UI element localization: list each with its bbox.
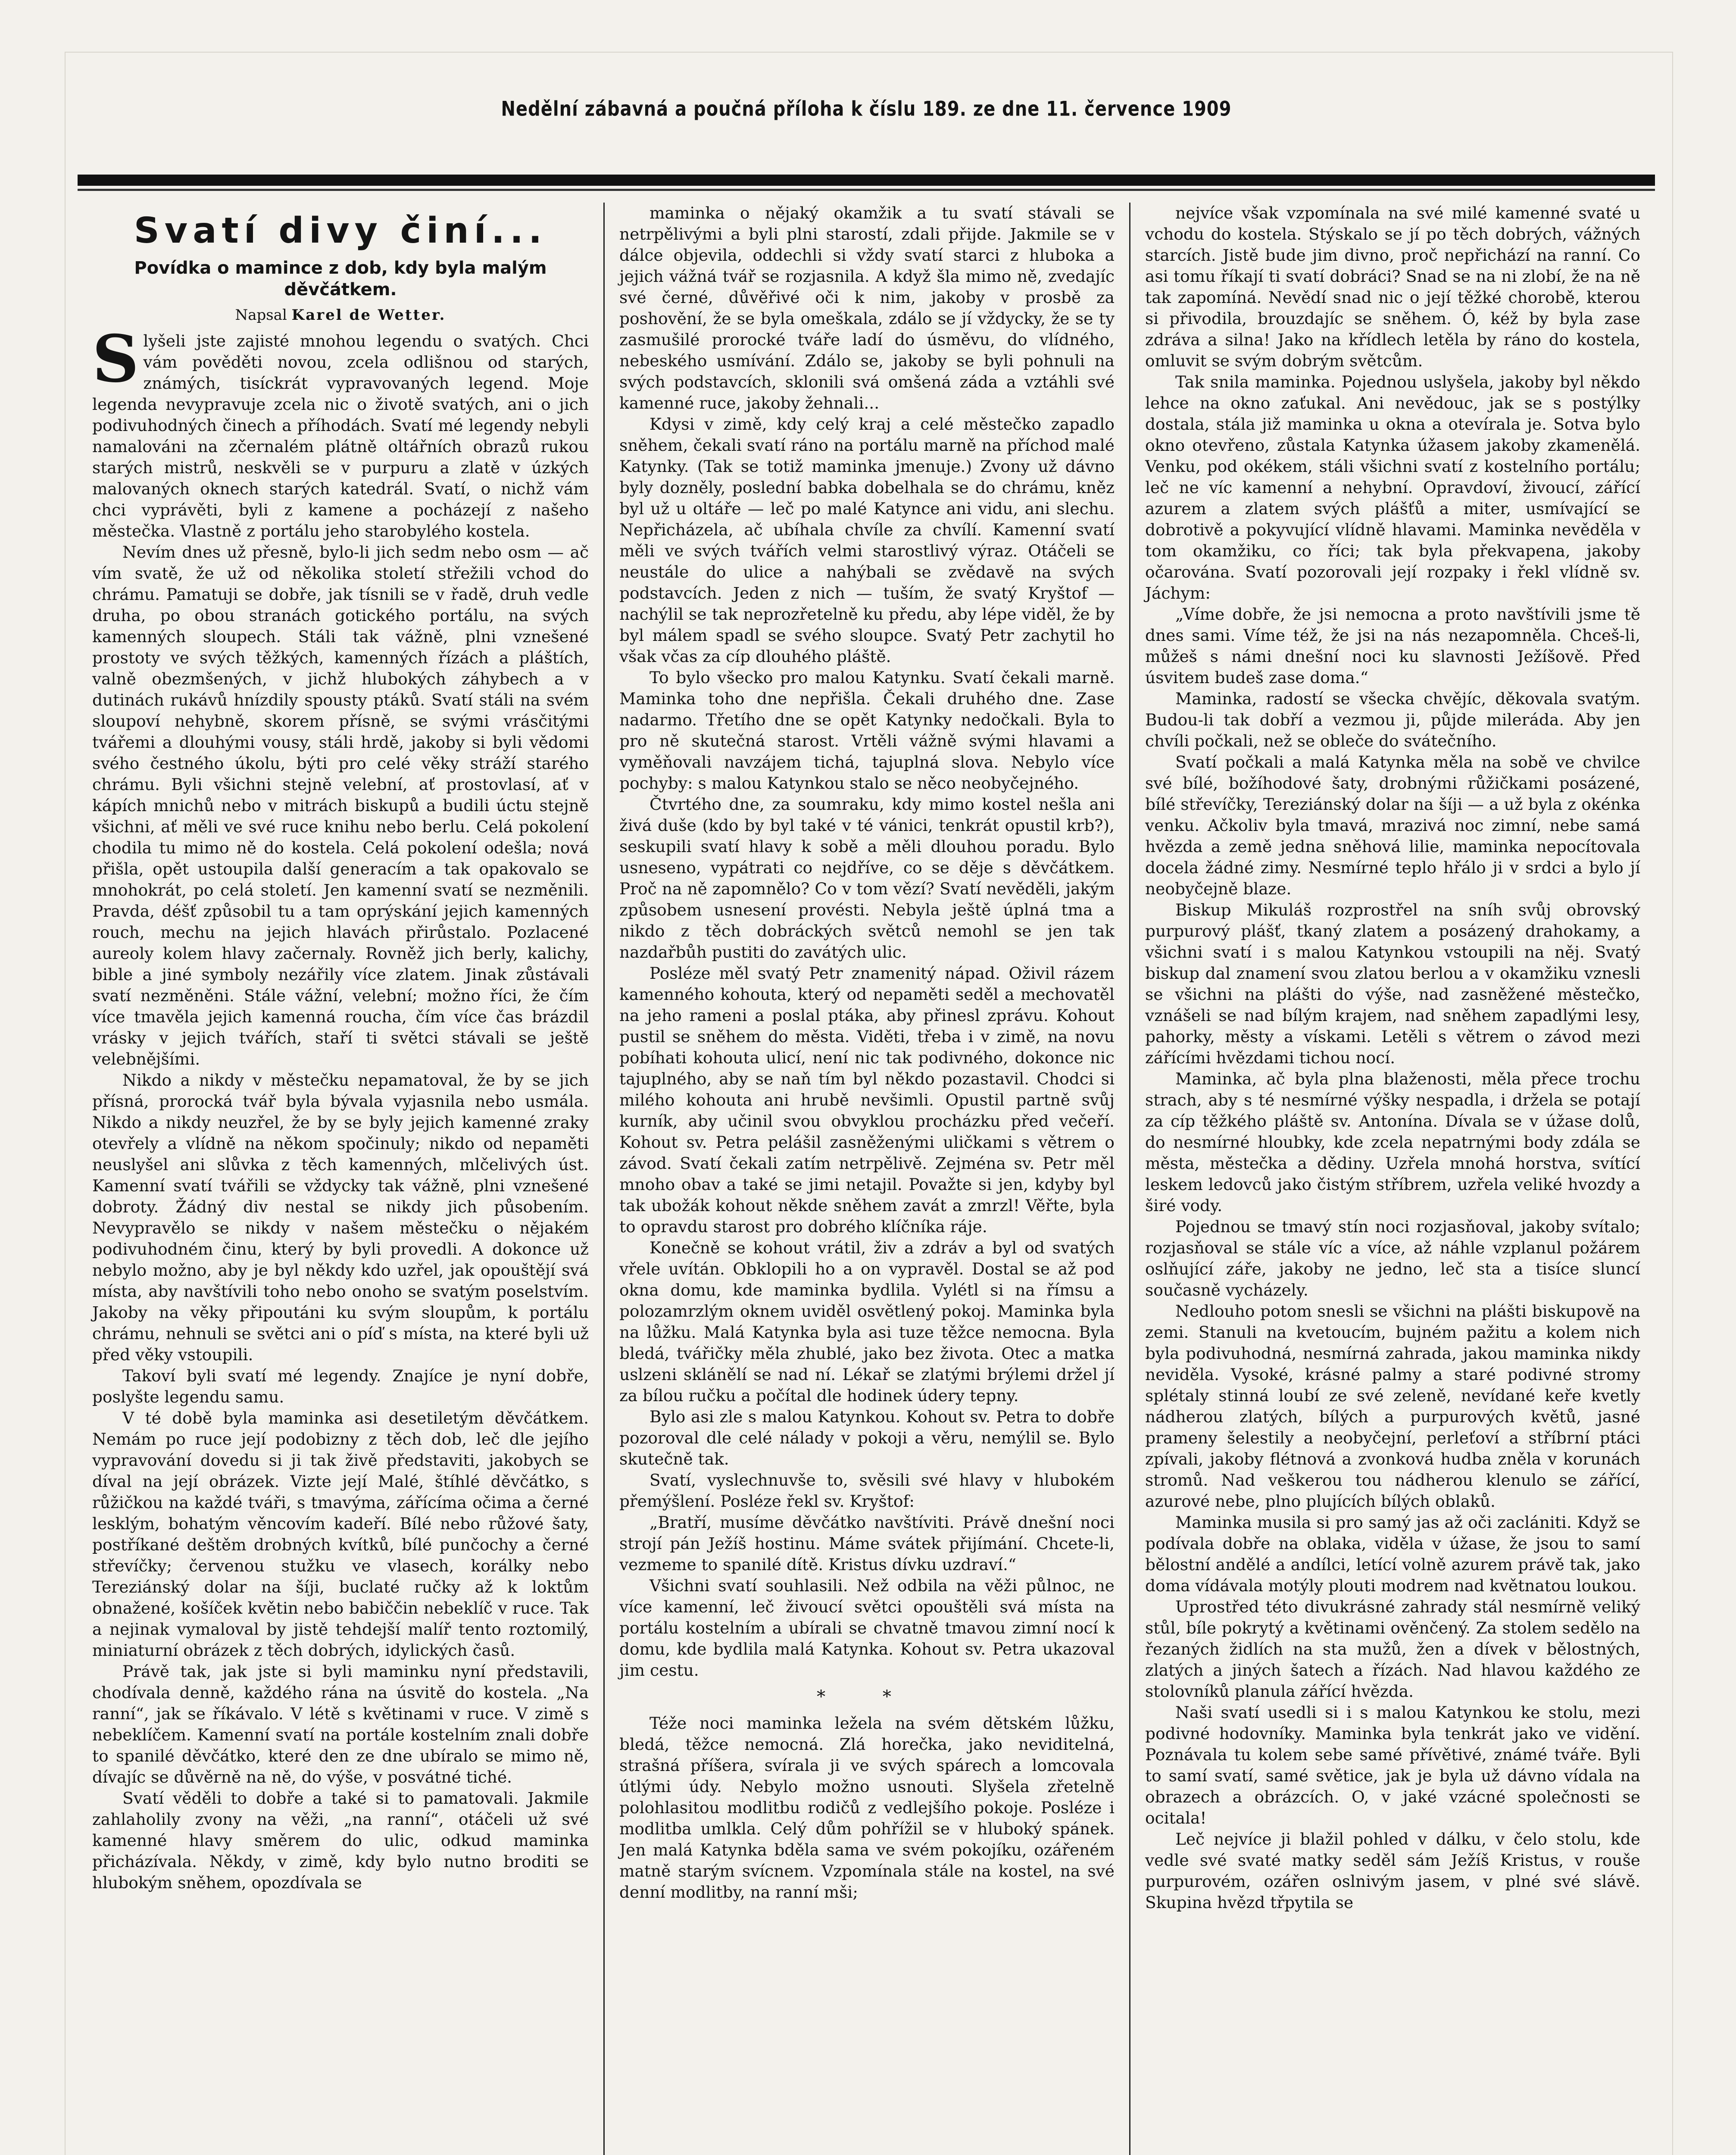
paragraph-text: Maminka musila si pro samý jas až oči zaclániti. Když se podívala dobře na oblaka, viděla v úžase, že jsou to samí bělostní andělé a andílci, letící volně azurem právě tak, jako doma vídávala motýly plouti modrem nad květnatou loukou. [1145,1513,1640,1595]
paragraph-text: nejvíce však vzpomínala na své milé kamenné svaté u vchodu do kostela. Stýskalo se jí po těch dobrých, vážných starcích. Jistě bude jim divno, proč nepřichází na ranní. Co asi tomu říkají ti svatí dobráci? Snad se na ni zlobí, že na ně tak zapomíná. Nevědí snad nic o její těžké chorobě, kterou si přivodila, brouzdajíc se sněhem. Ó, kéž by byla zase zdráva a silna! Jako na křídlech letěla by ráno do kostela, omluvit se svým dobrým světcům. [1145,203,1640,370]
paragraph-text: Takoví byli svatí mé legendy. Znajíce je nyní dobře, poslyšte legendu samu. [92,1366,589,1406]
drop-cap: S [92,321,139,397]
paragraph [619,963,1115,1237]
column-3 [1129,203,1655,2155]
paragraph [619,1470,1115,1512]
paragraph-text: Téže noci maminka ležela na svém dětském lůžku, bledá, těžce nemocná. Zlá horečka, jako neviditelná, strašná příšera, svírala ji ve svých spárech a lomcovala útlými údy. Nebylo možno usnouti. Slyšela zřetelně polohlasitou modlitbu rodičů z vedlejšího pokoje. Posléze i modlitba umlkla. Celý dům pohřížil se v hluboký spánek. Jen malá Katynka bděla sama ve svém pokojíku, ozářeném matně starým svícnem. Vzpomínala stále na kostel, na své denní modlitby, na ranní mši; [619,1714,1115,1902]
paragraph [92,1365,589,1408]
paragraph [92,1661,589,1788]
paragraph-text: Konečně se kohout vrátil, živ a zdráv a byl od svatých vřele uvítán. Obklopili ho a on vypravěl. Dostal se až pod okna domu, kde maminka bydlila. Vylétl si na římsu a polozamrzlým oknem uviděl osvětlený pokoj. Maminka byla na lůžku. Malá Katynka byla asi tuze těžce nemocna. Byla bledá, tvářičky měla zhublé, jako bez života. Otec a matka uslzeni sklánělí se nad ní. Lékař se zlatými brýlemi držel jí za bílou ručku a počítal dle hodinek údery tepny. [619,1238,1115,1405]
paragraph [619,667,1115,794]
paragraph-text: Nedlouho potom snesli se všichni na plášti biskupově na zemi. Stanuli na kvetoucím, bujném pažitu a kolem nich byla podivuhodná, nesmírná zahrada, jakou maminka nikdy neviděla. Vysoké, krásné palmy a staré podivné stromy splétaly stinná loubí ze své zeleně, nevídané keře kvetly nádherou zlatých, bílých a purpurových květů, jasné prameny šelestily a neobyčejní, perleťoví a stříbrní ptáci zpívali, jakoby flétnová a zvonková hudba zněla v korunách stromů. Nad veškerou tou nádherou klenulo se zářící, azurové nebe, plno plujících bílých oblaků. [1145,1302,1640,1511]
paragraph [1145,1216,1640,1301]
paragraph [1145,1829,1640,1913]
column-3-body [1145,203,1640,1913]
paragraph-text: Čtvrtého dne, za soumraku, kdy mimo kostel nešla ani živá duše (kdo by byl také v té vánici, tenkrát opustil krb?), seskupili svatí hlavy k sobě a měli dlouhou poradu. Bylo usneseno, vypátrati co nejdříve, co se děje s děvčátkem. Proč na ně zapomnělo? Co v tom vězí? Svatí nevěděli, jakým způsobem usnesení provésti. Nebyla ještě úplná tma a nikdo z těch dobráckých světců nemohl se jen tak nazdařbůh pustiti do zavátých ulic. [619,795,1115,962]
paragraph [1145,899,1640,1068]
paragraph-text: Naši svatí usedli si i s malou Katynkou ke stolu, mezi podivné hodovníky. Maminka byla tenkrát jako ve vidění. Poznávala tu kolem sebe samé přívětivé, známé tváře. Byli to samí svatí, samé světice, jak je byla už dávno vídala na obrazech a obrázcích. O, v jaké vzácné společnosti se ocitala! [1145,1703,1640,1827]
masthead-rule-thin [78,189,1655,191]
paragraph [619,1575,1115,1681]
paragraph [92,542,589,1070]
paragraph-text: Maminka, ač byla plna blaženosti, měla přece trochu strach, aby s té nesmírné výšky nespadla, i držela se potají za cíp těžkého pláště sv. Antonína. Dívala se v úžase dolů, do nesmírné hloubky, kde zcela nepatrnými body zdála se města, městečka a dědiny. Uzřela mnohá horstva, svítící leskem ledovců jako čistým stříbrem, uzřela veliké hvozdy a širé vody. [1145,1069,1640,1215]
paragraph-text: „Víme dobře, že jsi nemocna a proto navštívili jsme tě dnes sami. Víme též, že jsi na nás nezapomněla. Chceš-li, můžeš s námi dnešní noci ku slavnosti Ježíšově. Před úsvitem budeš zase doma.“ [1145,605,1640,687]
column-2 [603,203,1129,2155]
paragraph-text: V té době byla maminka asi desetiletým děvčátkem. Nemám po ruce její podobizny z těch dob, leč dle jejího vypravování dovedu si ji tak živě představiti, jakobych se díval na její obrázek. Vizte její Malé, štíhlé děvčátko, s růžičkou na každé tváři, s tmavýma, zářícíma očima a černé lesklým, bohatým věncovím kadeří. Bílé nebo růžové šaty, postříkané deštěm drobných kvítků, bílé punčochy a černé střevíčky; červenou stužku ve vlasech, korálky nebo Tereziánský dolar na šíji, buclaté ručky až k loktům obnažené, košíček květin nebo babiččin nebeklíč v ruce. Tak a nejinak vymaloval by jistě tehdejší malíř tento roztomilý, miniaturní obrázek z těch dobrých, idylických časů. [92,1409,589,1660]
paragraph-text: Svatí věděli to dobře a také si to pamatovali. Jakmile zahlaholily zvony na věži, „na ranní“, otáčeli už své kamenné hlavy směrem do ulic, odkud maminka přicházívala. Někdy, v zimě, kdy bylo nutno broditi se hlubokým sněhem, opozdívala se [92,1789,589,1892]
paragraph [1145,1512,1640,1596]
masthead-rule [78,175,1655,186]
paragraph-text: Všichni svatí souhlasili. Než odbila na věži půlnoc, ne více kamenní, leč živoucí světci opouštěli svá místa na portálu kostelním a ubírali se chvatně tmavou zimní nocí k domu, kde bydlila malá Katynka. Kohout sv. Petra ukazoval jim cestu. [619,1576,1115,1680]
paragraph-text: lyšeli jste zajisté mnohou legendu o svatých. Chci vám pověděti novou, zcela odlišnou od starých, známých, tisíckrát vypravovaných legend. Moje legenda nevypravuje zcela nic o životě svatých, ani o jich podivuhodných činech a příhodách. Svatí mé legendy nebyli namalováni na zčernalém plátně oltářních obrazů rukou starých mistrů, neskvěli se v purpuru a zlatě v úzkých malovaných oknech starých katedrál. Svatí, o nichž vám chci vyprávěti, byli z kamene a pocházejí z našeho městečka. Vlastně z portálu jeho starobylého kostela. [92,331,589,540]
column-2-body [619,203,1115,1903]
paragraph-text: Biskup Mikuláš rozprostřel na sníh svůj obrovský purpurový plášť, tkaný zlatem a posázený drahokamy, a všichni svatí i s malou Katynkou vstoupili na něj. Svatý biskup dal znamení svou zlatou berlou a v okamžiku vznesli se všichni na plášti do výše, nad zasněžené městečko, vznášeli se nad bílým krajem, nad sněhem zapadlými lesy, pahorky, městy a vískami. Letěli s větrem o závod mezi zářícími hvězdami tichou nocí. [1145,900,1640,1067]
paragraph-text: Kdysi v zimě, kdy celý kraj a celé městečko zapadlo sněhem, čekali svatí ráno na portálu marně na příchod malé Katynky. (Tak se totiž maminka jmenuje.) Zvony už dávno byly dozněly, poslední babka dobelhala se do chrámu, kněz byl už u oltáře — leč po malé Katynce ani vidu, ani slechu. Nepřicházela, ač ubíhala chvíle za chvílí. Kamenní svatí měli ve svých tvářích velmi starostlivý výraz. Otáčeli se neustále do ulice a nahýbali se zvědavě na svých podstavcích. Jeden z nich — tuším, že svatý Kryštof — nachýlil se tak neprozřetelně ku předu, aby lépe viděl, že by byl málem spadl se svého sloupce. Svatý Petr zachytil ho však včas za cíp dlouhého pláště. [619,415,1115,666]
masthead-title: Nedělní zábavná a poučná příloha k číslu 189. ze dne 11. července 1909 [501,97,1232,121]
paragraph [1145,372,1640,604]
paragraph-text: Leč nejvíce ji blažil pohled v dálku, v čelo stolu, kde vedle své svaté matky seděl sám Ježíš Kristus, v rouše purpurovém, ozářen oslnivým jasem, v plné své slávě. Skupina hvězd třpytila se [1145,1830,1640,1912]
paragraph-text: Posléze měl svatý Petr znamenitý nápad. Oživil rázem kamenného kohouta, který od nepaměti seděl a mechovatěl na jeho rameni a poslal ptáka, aby přinesl zprávu. Kohout pustil se sněhem do města. Viděti, třeba i v zimě, na novu pobíhati kohouta ulicí, není nic tak podivného, dokonce nic tajuplného, aby se naň tím byl někdo pozastavil. Chodci si milého kohouta ani hrubě nevšimli. Opustil partně svůj kurník, aby učinil svou obvyklou procházku před večeří. Kohout sv. Petra pelášil zasněženými uličkami s větrem o závod. Svatí čekali zatím netrpělivě. Zejména sv. Petr měl mnoho obav a také se jimi netajil. Považte si jen, kdyby byl tak ubožák kohout někde sněhem zavát a zmrzl! Věřte, byla to opravdu starost pro dobrého klíčníka ráje. [619,964,1115,1236]
paragraph-text: Tak snila maminka. Pojednou uslyšela, jakoby byl někdo lehce na okno zaťukal. Ani nevědouc, jak se s postýlky dostala, stála již maminka u okna a otevírala je. Sotva bylo okno otevřeno, zůstala Katynka úžasem jakoby zkamenělá. Venku, pod okékem, stáli všichni svatí z kostelního portálu; leč ne víc kamenní a nehybní. Opravdoví, živoucí, zářící azurem a zlatem svých plášťů a miter, usmívající se dobrotivě a pokyvující vlídně hlavami. Maminka nevěděla v tom okamžiku, co říci; tak byla překvapena, jakoby očarována. Svatí pozorovali její rozpaky i řekl vlídně sv. Jáchym: [1145,372,1640,603]
paragraph-text: Nevím dnes už přesně, bylo-li jich sedm nebo osm — ač vím svatě, že už od několika století střežili vchod do chrámu. Pamatuji se dobře, jak tísnili se v řadě, druh vedle druha, po obou stranách gotického portálu, na svých kamenných sloupech. Stáli tak vážně, plni vznešené prostoty ve svých těžkých, kamenných řízách a pláštích, valně obezmšených, v jichž hlubokých záhybech a v dutinách rukávů hnízdily spousty ptáků. Svatí stáli na svém sloupoví nehybně, skorem přísně, se svými vrásčitými tvářemi a dlouhými vousy, stáli hrdě, jakoby si byli vědomi svého čestného úkolu, býti pro celé věky stráží starého chrámu. Byli všichni stejně velební, ať prostovlasí, ať v kápích mnichů nebo v mitrách biskupů a budili úctu stejně všichni, ať měli ve své ruce knihu nebo berlu. Celá pokolení chodila tu mimo ně do kostela. Celá pokolení odešla; nová přišla, opět ustoupila další generacím a tak opakovalo se mnohokrát, po celá století. Jen kamenní svatí se nezměnili. Pravda, déšť způsobil tu a tam oprýskání jejich kamenných rouch, mechu na jejich hlavách přirůstalo. Pozlacené aureoly kolem hlavy začernaly. Rovněž jich berly, kalichy, bible a jiné symboly nezářily více zlatem. Jinak zůstávali svatí nezměněni. Stále vážní, velební; možno říci, že čím více tmavěla jejich kamenná roucha, čím více čas brázdil vrásky v jejich tvářích, staří ti světci stávali se ještě velebnějšími. [92,543,589,1068]
paragraph-text: Nikdo a nikdy v městečku nepamatoval, že by se jich přísná, prorocká tvář byla bývala vyjasnila nebo usmála. Nikdo a nikdy neuzřel, že by se byly jejich kamenné zraky otevřely a vlídně na někom spočinuly; nikdo od nepaměti neuslyšel ani slůvka z těch kamenných, mlčelivých úst. Kamenní svatí tvářili se vždycky tak vážně, plni vznešené dobroty. Žádný div nestal se nikdy jich působením. Nevypravělo se nikdy v našem městečku o nějakém podivuhodném činu, který by byli provedli. A dokonce už nebylo možno, aby je byl někdy kdo uzřel, jak opouštějí svá místa, aby navštívili toho nebo onoho se svatým poselstvím. Jakoby na věky připoutáni ku svým sloupům, k portálu chrámu, nehnuli se světci ani o píď s místa, na které byli už před věky vstoupili. [92,1071,589,1364]
paragraph-text: Maminka, radostí se všecka chvějíc, děkovala svatým. Budou-li tak dobří a vezmou ji, půjde milerádа. Aby jen chvíli počkali, než se obleče do svátečního. [1145,689,1640,750]
paragraph-text: Uprostřed této divukrásné zahrady stál nesmírně veliký stůl, bíle pokrytý a květinami ověnčený. Za stolem sedělo na řezaných židlích na sta mužů, žen a dívek v bělostných, zlatých a jiných šatech a řízách. Nad hlavou každého ze stolovníků planula zářící hvězda. [1145,1597,1640,1701]
paragraph [92,321,589,542]
masthead [78,99,1655,119]
paragraph [619,1713,1115,1903]
paragraph [619,1237,1115,1406]
paragraph [1145,1596,1640,1702]
paragraph-text: Svatí počkali a malá Katynka měla na sobě ve chvilce své bílé, božíhodové šaty, drobnými růžičkami posázené, bílé střevíčky, Tereziánský dolar na šíji — a už byla z okénka venku. Ačkoliv byla tmavá, mrazivá noc zimní, nebe samá hvězda a země jedna sněhová liliе, maminka nepocítovala docela žádné zimy. Nesmírné teplo hřálo ji v srdci a bylo jí neobyčejně blaze. [1145,753,1640,898]
paragraph [619,1512,1115,1575]
paragraph [1145,1702,1640,1829]
byline-prefix: Napsal [235,306,287,324]
paragraph-text: Bylo asi zle s malou Katynkou. Kohout sv. Petra to dobře pozoroval dle celé nálady v pokoji a věru, nemýlil se. Bylo skutečně tak. [619,1407,1115,1468]
story-subtitle: Povídka o mamince z dob, kdy byla malým děvčátkem. [134,258,547,300]
paragraph-text: Pojednou se tmavý stín noci rozjasňoval, jakoby svítalo; rozjasňoval se stále víc a více, až náhle vzplanul požárem oslňující záře, jakoby ne jedno, leč sta a tisíce sluncí současně vycházely. [1145,1217,1640,1299]
paragraph [1145,752,1640,899]
story-title: Svatí divy činí... [134,210,547,251]
paragraph [619,794,1115,963]
article-columns [78,203,1655,2155]
paragraph [92,1070,589,1365]
paragraph [1145,688,1640,752]
paragraph [1145,1301,1640,1512]
paragraph [1145,1068,1640,1216]
paragraph-text: „Bratří, musíme děvčátko navštíviti. Právě dnešní noci strojí pán Ježíš hostinu. Máme svátek přijímání. Chcete-li, vezmeme to spanilé dítě. Kristus dívku uzdraví.“ [619,1513,1115,1574]
paragraph [92,1788,589,1893]
column-1-body [92,321,589,1893]
paragraph [619,414,1115,667]
paragraph-text: To bylo všecko pro malou Katynku. Svatí čekali marně. Maminka toho dne nepřišla. Čekali druhého dne. Zase nadarmo. Třetího dne se opět Katynky nedočkali. Byla to pro ně skutečná starost. Vrtěli vážně svými hlavami a vyměňovali navzájem tichá, tajuplná slova. Nebylo více pochyby: s malou Katynkou stalo se něco neobyčejného. [619,668,1115,793]
paragraph [1145,604,1640,688]
byline-author: Karel de Wetter. [291,306,446,324]
paragraph [1145,203,1640,372]
paragraph [619,203,1115,414]
paragraph-text: Svatí, vyslechnuvše to, svěsili své hlavy v hlubokém přemýšlení. Posléze řekl sv. Kryštof: [619,1471,1115,1511]
paragraph-text: Právě tak, jak jste si byli maminku nyní představili, chodívala denně, každého rána na úsvitě do kostela. „Na ranní“, jak se říkávalo. V létě s květinami v ruce. V zimě s nebeklíčem. Kamenní svatí na portále kostelním znali dobře to spanilé děvčátko, které den ze dne ubíralo se mimo ně, dívajíc se důvěrně na ně, do výše, v posvátné tiché. [92,1662,589,1786]
byline [92,306,589,324]
column-1 [78,203,603,2155]
paragraph-text: maminka o nějaký okamžik a tu svatí stávali se netrpělivými a byli plni starostí, zdali přijde. Jakmile se v dálce objevila, oddechli si vždy svatí starci z hluboka a jejich vážná tvář se rozjasnila. A když šla mimo ně, zvedajíc své černé, důvěřivé oči k nim, jakoby v prosbě za poshovění, že se byla omeškala, zdálo se jí vždycky, že se ty zasmušilé prorocké tváře ladí do úsměvu, do vlídného, nebeského usmívání. Zdálo se, jakoby se byli pohnuli na svých podstavcích, sklonili svá omšená záda a vztáhli své kamenné ruce, jakoby žehnali... [619,203,1115,412]
section-separator: * * [817,1687,917,1707]
paragraph [619,1406,1115,1470]
paragraph [92,1408,589,1661]
